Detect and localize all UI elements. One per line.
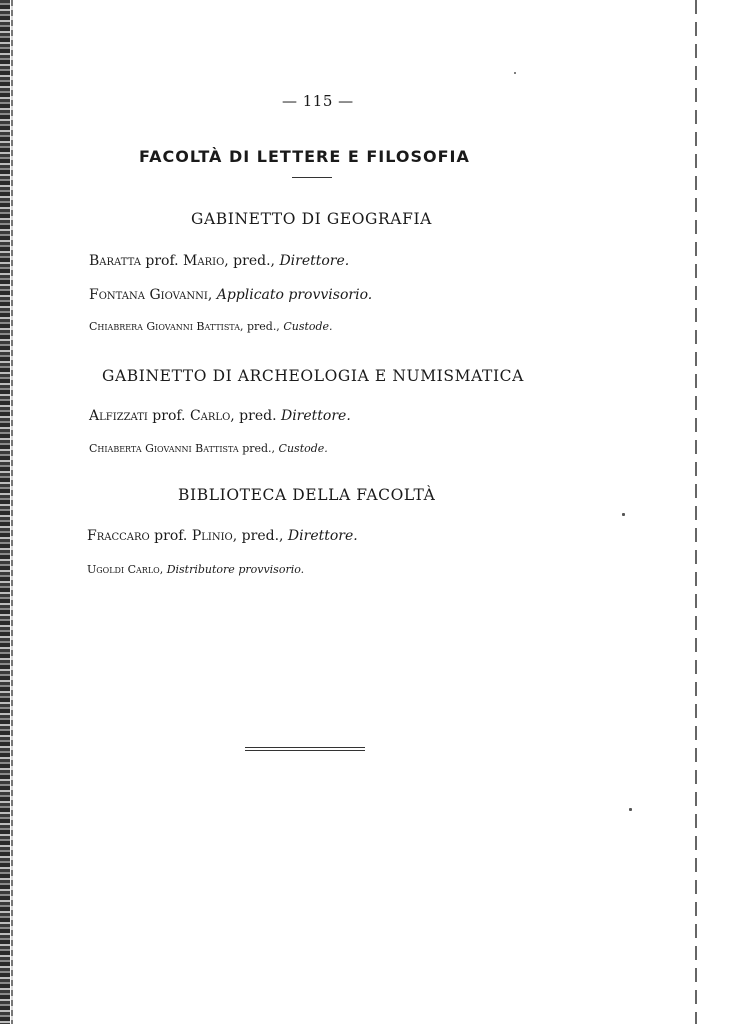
entry-alfizzati — [89, 409, 351, 423]
entry-title: prof. — [149, 528, 192, 544]
entry-role: Custode. — [278, 442, 328, 455]
entry-surname: Chiaberta — [89, 442, 142, 455]
page-fold-line — [695, 0, 697, 1024]
entry-role: Custode. — [283, 320, 333, 333]
entry-given-name: Giovanni Battista — [146, 320, 240, 333]
section-title-geografia: GABINETTO DI GEOGRAFIA — [191, 210, 432, 228]
section-title-biblioteca: BIBLIOTECA DELLA FACOLTÀ — [178, 486, 436, 504]
title-divider — [292, 177, 332, 178]
entry-given-name: Giovanni — [149, 287, 208, 303]
entry-given-name: Plinio — [191, 528, 233, 544]
entry-qualifier: , — [159, 563, 167, 576]
entry-fontana — [89, 288, 372, 302]
entry-role: Direttore. — [279, 253, 350, 269]
entry-qualifier: , — [207, 287, 217, 303]
entry-role: Distributore provvisorio. — [166, 563, 305, 576]
entry-baratta — [89, 254, 349, 268]
entry-title: prof. — [147, 408, 190, 424]
entry-chiaberta — [89, 443, 328, 454]
entry-surname: Ugoldi — [87, 563, 125, 576]
entry-surname: Fontana — [89, 287, 145, 303]
entry-surname: Chiabrera — [89, 320, 143, 333]
scan-speck — [622, 513, 625, 516]
entry-qualifier: , pred., — [239, 320, 284, 333]
entry-surname: Fraccaro — [87, 528, 150, 544]
entry-ugoldi — [87, 564, 304, 575]
entry-qualifier: , pred., — [232, 528, 288, 544]
entry-given-name: Carlo — [127, 563, 160, 576]
entry-qualifier: , pred. — [230, 408, 281, 424]
entry-surname: Baratta — [89, 253, 141, 269]
entry-title: prof. — [140, 253, 184, 269]
entry-given-name: Mario — [183, 253, 225, 269]
entry-qualifier: , pred., — [224, 253, 280, 269]
entry-given-name: Giovanni Battista — [145, 442, 239, 455]
scan-speck — [514, 72, 516, 74]
page-binding-edge-inner — [11, 0, 13, 1024]
entry-role: Direttore. — [280, 408, 351, 424]
closing-rule-bottom — [245, 750, 365, 751]
section-title-archeologia: GABINETTO DI ARCHEOLOGIA E NUMISMATICA — [102, 367, 524, 385]
page-binding-edge — [0, 0, 10, 1024]
entry-surname: Alfizzati — [89, 408, 148, 424]
entry-role: Direttore. — [287, 528, 358, 544]
page-number: — 115 — — [282, 92, 354, 110]
scan-speck — [629, 808, 632, 811]
entry-qualifier: pred., — [238, 442, 279, 455]
entry-chiabrera — [89, 321, 333, 332]
closing-rule-top — [245, 747, 365, 748]
entry-role: Applicato provvisorio. — [216, 287, 373, 303]
entry-given-name: Carlo — [189, 408, 231, 424]
faculty-title: FACOLTÀ DI LETTERE E FILOSOFIA — [139, 147, 470, 166]
entry-fraccaro — [87, 529, 358, 543]
